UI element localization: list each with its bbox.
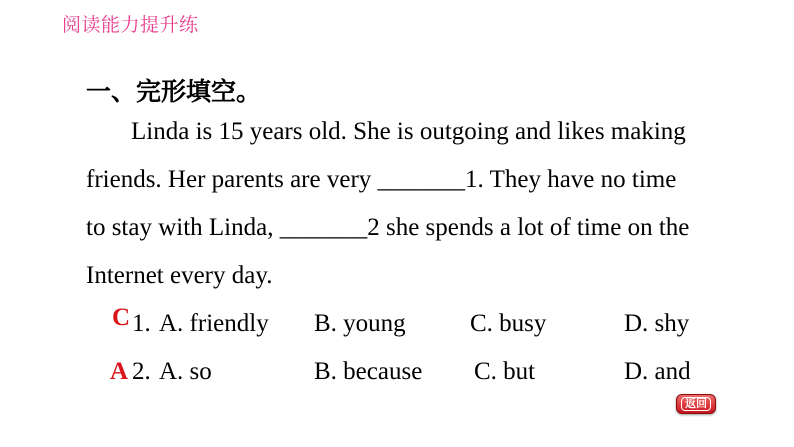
- passage-line: Linda is 15 years old. She is outgoing and likes making: [131, 118, 686, 145]
- option-1b: B. young: [314, 310, 406, 337]
- section-title: 一、完形填空。: [86, 77, 262, 106]
- answer-1: C: [112, 304, 131, 331]
- page-header-title: 阅读能力提升练: [62, 14, 199, 36]
- passage-line: friends. Her parents are very _______1. They have no time: [86, 166, 677, 193]
- return-button[interactable]: [676, 394, 716, 414]
- option-1d: D. shy: [624, 310, 690, 337]
- option-2c: C. but: [474, 358, 536, 385]
- passage-line: Internet every day.: [86, 262, 273, 289]
- question-number-2: 2.: [132, 358, 151, 385]
- question-number-1: 1.: [132, 310, 151, 337]
- option-2b: B. because: [314, 358, 423, 385]
- answer-2: A: [110, 358, 129, 385]
- option-2d: D. and: [624, 358, 691, 385]
- option-1a: A. friendly: [159, 310, 269, 337]
- option-2a: A. so: [159, 358, 212, 385]
- return-button-label: 返回: [681, 397, 711, 411]
- passage-line: to stay with Linda, _______2 she spends a lot of time on the: [86, 214, 690, 241]
- option-1c: C. busy: [470, 310, 547, 337]
